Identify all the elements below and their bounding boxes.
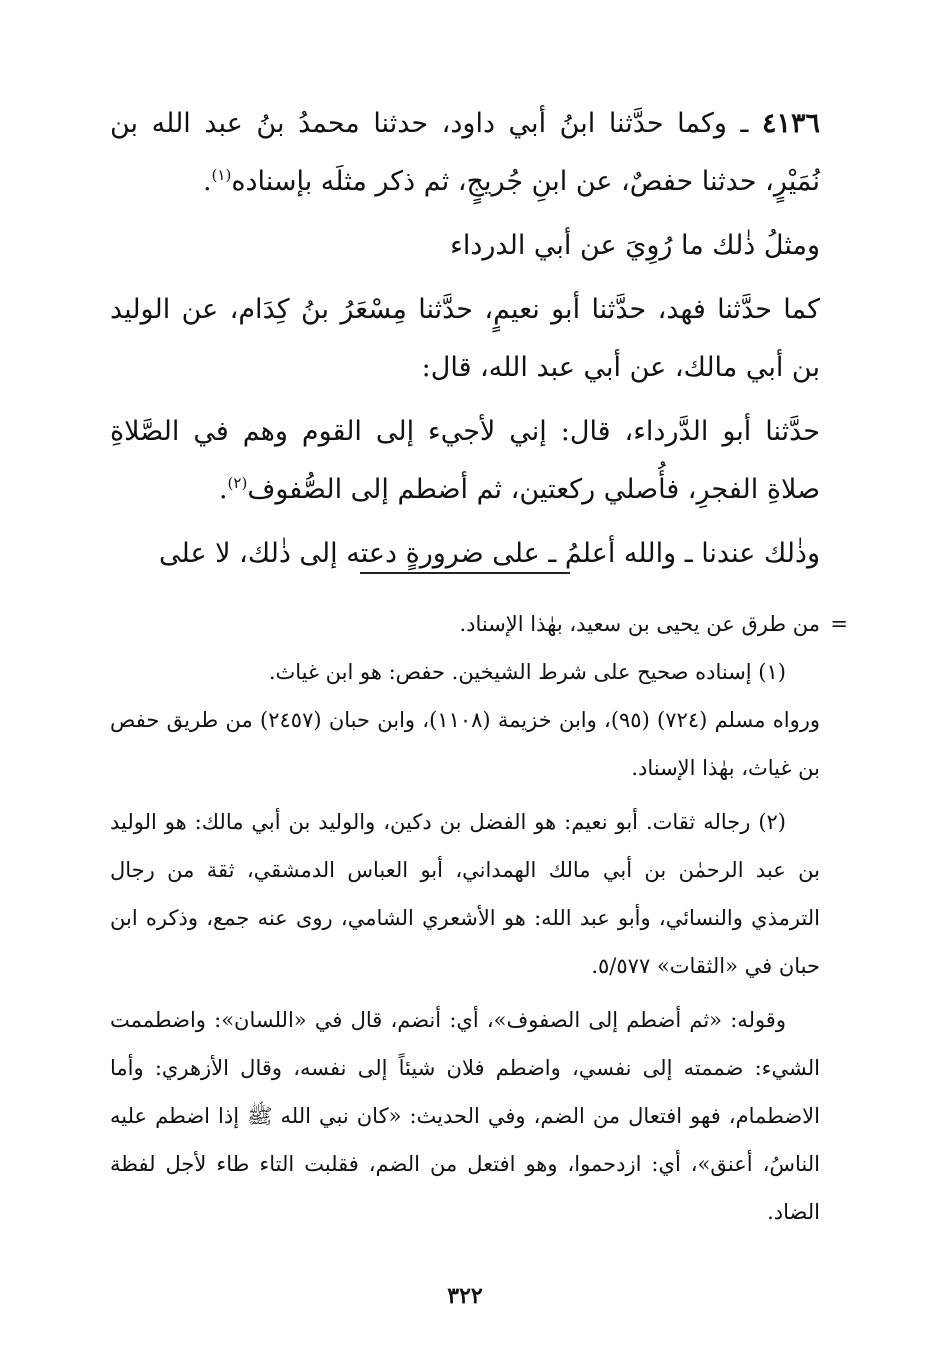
footnote-ref-2: (٢)	[227, 474, 248, 492]
footnote-continuation-text: من طرق عن يحيى بن سعيد، بهٰذا الإسناد.	[459, 612, 820, 636]
page-number: ٣٢٢	[447, 1283, 483, 1309]
book-page	[110, 95, 848, 1325]
paragraph-2: ومثلُ ذٰلك ما رُوِيَ عن أبي الدرداء	[450, 230, 820, 261]
footnote-1-continued: ورواه مسلم (٧٢٤) (٩٥)، وابن خزيمة (١١٠٨)، وابن حبان (٢٤٥٧) من طريق حفص بن غياث، بهٰذا الإسناد.	[110, 708, 821, 780]
footnote-2: (٢) رجاله ثقات. أبو نعيم: هو الفضل بن دكين، والوليد بن أبي مالك: هو الوليد بن عبد الرحمٰن بن أبي مالك الهمداني، أبو العباس الدمشقي، ثقة من رجال الترمذي والنسائي، وأبو عبد الله: هو الأشعري الشامي، روى عنه جمع، وذكره ابن حبان في «الثقات» ٥/٥٧٧.	[110, 810, 820, 978]
continuation-mark: =	[830, 612, 848, 636]
footnote-2-continued: وقوله: «ثم أضطم إلى الصفوف»، أي: أنضم، قال في «اللسان»: واضطممت الشيء: ضممته إلى نفسي، واضطم فلان شيئاً إلى نفسه، وقال الأزهري: وأما الاضطمام، فهو افتعال من الضم، وفي الحديث: «كان نبي الله ﷺ إذا اضطم عليه الناسُ، أعنق»، أي: ازدحموا، وهو افتعل من الضم، فقلبت التاء طاء لأجل لفظة الضاد.	[110, 1008, 820, 1224]
footnote-ref-1: (١)	[211, 166, 232, 184]
footnote-1: (١) إسناده صحيح على شرط الشيخين. حفص: هو ابن غياث.	[268, 660, 786, 684]
footnotes	[110, 600, 848, 1236]
main-text	[110, 95, 820, 583]
footnote-separator	[360, 572, 570, 574]
period: .	[218, 474, 228, 505]
hadith-text: ـ وكما حدَّثنا ابنُ أبي داود، حدثنا محمدُ بنُ عبد الله بن نُمَيْرٍ، حدثنا حفصٌ، عن ابنِ جُريجٍ، ثم ذكر مثلَه بإسناده	[110, 108, 820, 197]
paragraph-4	[110, 403, 820, 519]
paragraph-5: وذٰلك عندنا ـ والله أعلمُ ـ على ضرورةٍ دعته إلى ذٰلك، لا على	[159, 538, 820, 569]
footnote-continuation	[110, 600, 848, 648]
hadith-paragraph-4136	[110, 95, 820, 211]
hadith-number: ٤١٣٦	[761, 108, 820, 139]
period: .	[202, 166, 212, 197]
paragraph-3: كما حدَّثنا فهد، حدَّثنا أبو نعيمٍ، حدَّثنا مِسْعَرُ بنُ كِدَام، عن الوليد بن أبي مالك، عن أبي عبد الله، قال:	[110, 294, 820, 383]
paragraph-4-text: حدَّثنا أبو الدَّرداء، قال: إني لأجيء إلى القوم وهم في الصَّلاةِ صلاةِ الفجرِ، فأُصلي ركعتين، ثم أضطم إلى الصُّفوف	[110, 416, 820, 505]
